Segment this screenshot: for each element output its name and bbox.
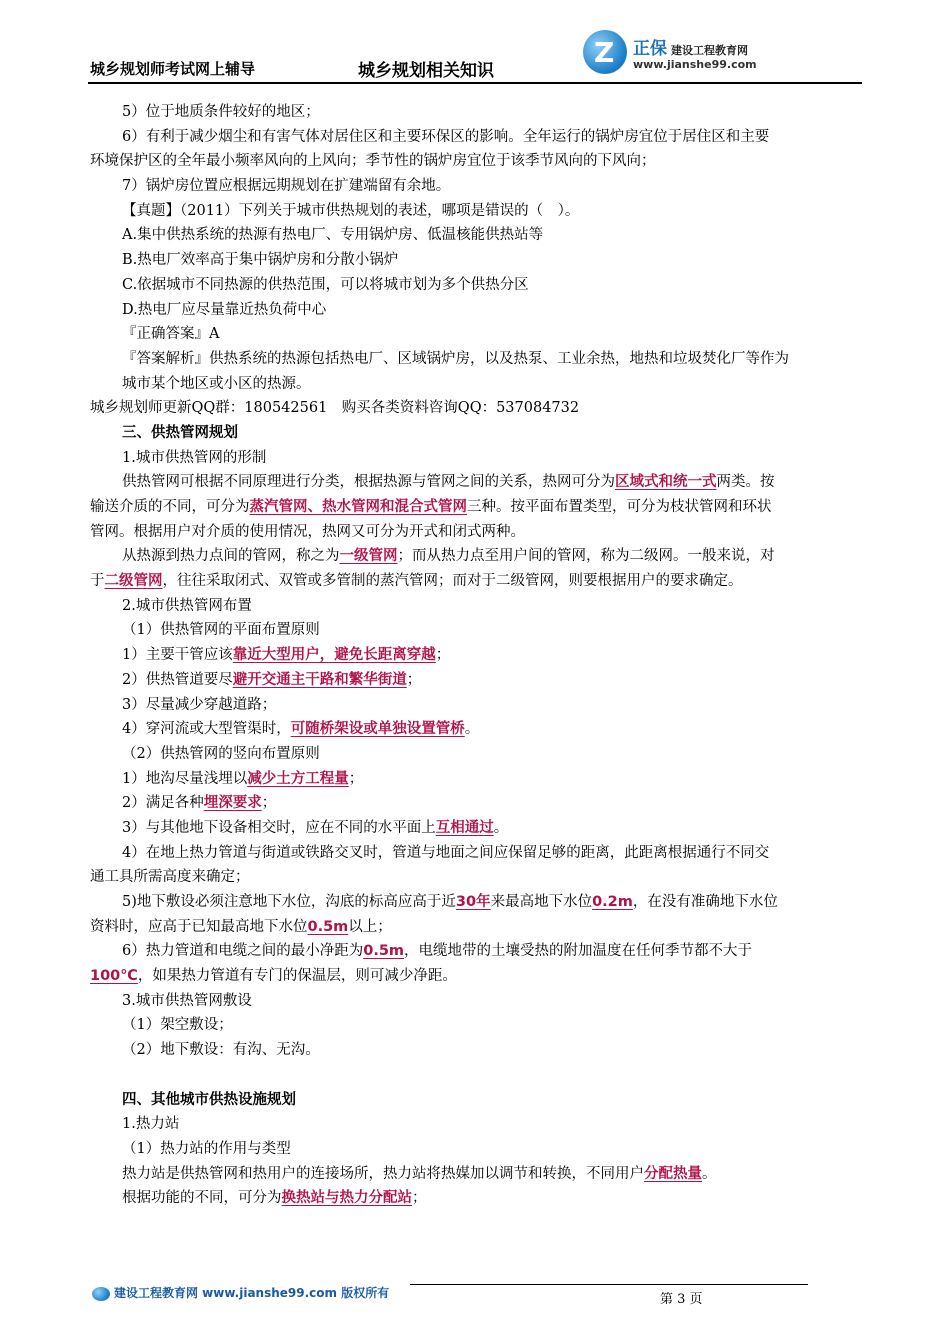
list-item: 5)地下敷设必须注意地下水位，沟底的标高应高于近30年来最高地下水位0.2m，在没有准确地下水位 (122, 894, 778, 910)
keyword: 二级管网 (104, 573, 163, 590)
keyword: 靠近大型用户，避免长距离穿越 (232, 647, 436, 664)
footer-copyright[interactable]: 建设工程教育网 www.jianshe99.com 版权所有 (92, 1284, 389, 1301)
keyword: 30年 (455, 894, 491, 910)
keyword: 减少土方工程量 (247, 770, 349, 787)
keyword: 避开交通主干路和繁华街道 (232, 671, 407, 688)
answer-explanation-cont: 城市某个地区或小区的热源。 (122, 375, 311, 392)
contact-info: 城乡规划师更新QQ群：180542561 购买各类资料咨询QQ：537084732 (90, 400, 580, 417)
brand-logo[interactable] (583, 30, 783, 80)
logo-icon: Z (583, 30, 627, 74)
keyword: 0.2m (592, 894, 633, 910)
footer-logo-icon (92, 1287, 110, 1301)
page-content (90, 100, 862, 1211)
keyword: 100℃ (90, 968, 138, 985)
list-item: 3）与其他地下设备相交时，应在不同的水平面上互相通过。 (122, 819, 509, 836)
list-item: 2）满足各种埋深要求； (122, 795, 277, 812)
option-a: A.集中供热系统的热源有热电厂、专用锅炉房、低温核能供热站等 (122, 227, 544, 244)
keyword: 区域式和统一式 (615, 474, 717, 491)
keyword: 0.5m (307, 918, 349, 935)
text-line: 6）有利于减少烟尘和有害气体对居住区和主要环保区的影响。全年运行的锅炉房宜位于居住区和主要 (122, 128, 770, 145)
logo-url: www.jianshe99.com (633, 58, 757, 71)
text-line: 根据功能的不同，可分为换热站与热力分配站； (122, 1190, 427, 1207)
text-line: 从热源到热力点间的管网，称之为一级管网；而从热力点至用户间的管网，称为二级网。一般来说，对 (122, 548, 775, 565)
question-stem: 【真题】（2011）下列关于城市供热规划的表述，哪项是错误的（ ）。 (122, 202, 580, 219)
answer-explanation: 『答案解析』供热系统的热源包括热电厂、区域锅炉房，以及热泵、工业余热，地热和垃圾焚化厂等作为 (122, 350, 789, 367)
header-divider (88, 82, 862, 84)
option-d: D.热电厂应尽量靠近热负荷中心 (122, 301, 327, 318)
text-line: 于二级管网，往往采取闭式、双管或多管制的蒸汽管网；而对于二级管网，则要根据用户的要求确定。 (90, 573, 743, 590)
list-item: （2）地下敷设：有沟、无沟。 (122, 1042, 320, 1059)
option-c: C.依据城市不同热源的供热范围，可以将城市划为多个供热分区 (122, 276, 529, 293)
keyword: 分配热量 (644, 1165, 702, 1182)
text-line: 环境保护区的全年最小频率风向的上风向；季节性的锅炉房宜位于该季节风向的下风向； (90, 153, 656, 170)
page-number: 第 3 页 (660, 1292, 703, 1307)
section-heading: 四、其他城市供热设施规划 (122, 1091, 296, 1108)
subsection-heading: 1.热力站 (122, 1116, 180, 1133)
list-item: 3）尽量减少穿越道路； (122, 696, 277, 713)
keyword: 一级管网 (339, 548, 398, 565)
keyword: 蒸汽管网、热水管网和混合式管网 (249, 499, 467, 515)
list-item-cont: 100℃，如果热力管道有专门的保温层，则可减少净距。 (90, 968, 457, 985)
list-item: 4）在地上热力管道与街道或铁路交叉时，管道与地面之间应保留足够的距离，此距离根据通行不同交 (122, 844, 770, 861)
text-line: 7）锅炉房位置应根据远期规划在扩建端留有余地。 (122, 178, 451, 195)
subsection-heading: （1）供热管网的平面布置原则 (122, 622, 320, 639)
subsection-heading: 1.城市供热管网的形制 (122, 449, 267, 466)
subsection-heading: （1）热力站的作用与类型 (122, 1140, 291, 1157)
text-line: 5）位于地质条件较好的地区； (122, 104, 320, 120)
list-item: 4）穿河流或大型管渠时，可随桥架设或单独设置管桥。 (122, 721, 480, 738)
list-item: 1）地沟尽量浅埋以减少土方工程量； (122, 770, 364, 787)
text-line: 输送介质的不同，可分为蒸汽管网、热水管网和混合式管网三种。按平面布置类型，可分为枝状管网和环状 (90, 499, 772, 515)
correct-answer: 『正确答案』A (122, 326, 220, 343)
option-b: B.热电厂效率高于集中锅炉房和分散小锅炉 (122, 252, 399, 269)
list-item-cont: 资料时，应高于已知最高地下水位0.5m以上； (90, 918, 392, 935)
keyword: 换热站与热力分配站 (281, 1190, 412, 1207)
keyword: 埋深要求 (203, 795, 262, 812)
subsection-heading: 2.城市供热管网布置 (122, 597, 252, 614)
text-line: 热力站是供热管网和热用户的连接场所，热力站将热媒加以调节和转换，不同用户分配热量。 (122, 1165, 717, 1182)
list-item: 1）主要干管应该靠近大型用户，避免长距离穿越； (122, 647, 451, 664)
text-line: 管网。根据用户对介质的使用情况，热网又可分为开式和闭式两种。 (90, 523, 525, 540)
text-line: 供热管网可根据不同原理进行分类，根据热源与管网之间的关系，热网可分为区域式和统一式两类。按 (122, 474, 775, 491)
subsection-heading: （2）供热管网的竖向布置原则 (122, 745, 320, 762)
list-item: 6）热力管道和电缆之间的最小净距为0.5m，电缆地带的土壤受热的附加温度在任何季节都不大于 (122, 943, 753, 960)
section-heading: 三、供热管网规划 (122, 424, 238, 441)
keyword: 0.5m (363, 943, 405, 960)
header-subject-title: 城乡规划相关知识 (358, 61, 494, 81)
subsection-heading: 3.城市供热管网敷设 (122, 992, 252, 1009)
list-item-cont: 通工具所需高度来确定； (90, 869, 250, 886)
footer-divider (410, 1284, 808, 1285)
keyword: 互相通过 (435, 819, 494, 836)
header-course-title: 城乡规划师考试网上辅导 (90, 60, 256, 78)
list-item: （1）架空敷设； (122, 1017, 233, 1034)
logo-name: 正保 建设工程教育网 (633, 39, 748, 59)
list-item: 2）供热管道要尽避开交通主干路和繁华街道； (122, 671, 422, 688)
keyword: 可随桥架设或单独设置管桥 (290, 721, 465, 738)
